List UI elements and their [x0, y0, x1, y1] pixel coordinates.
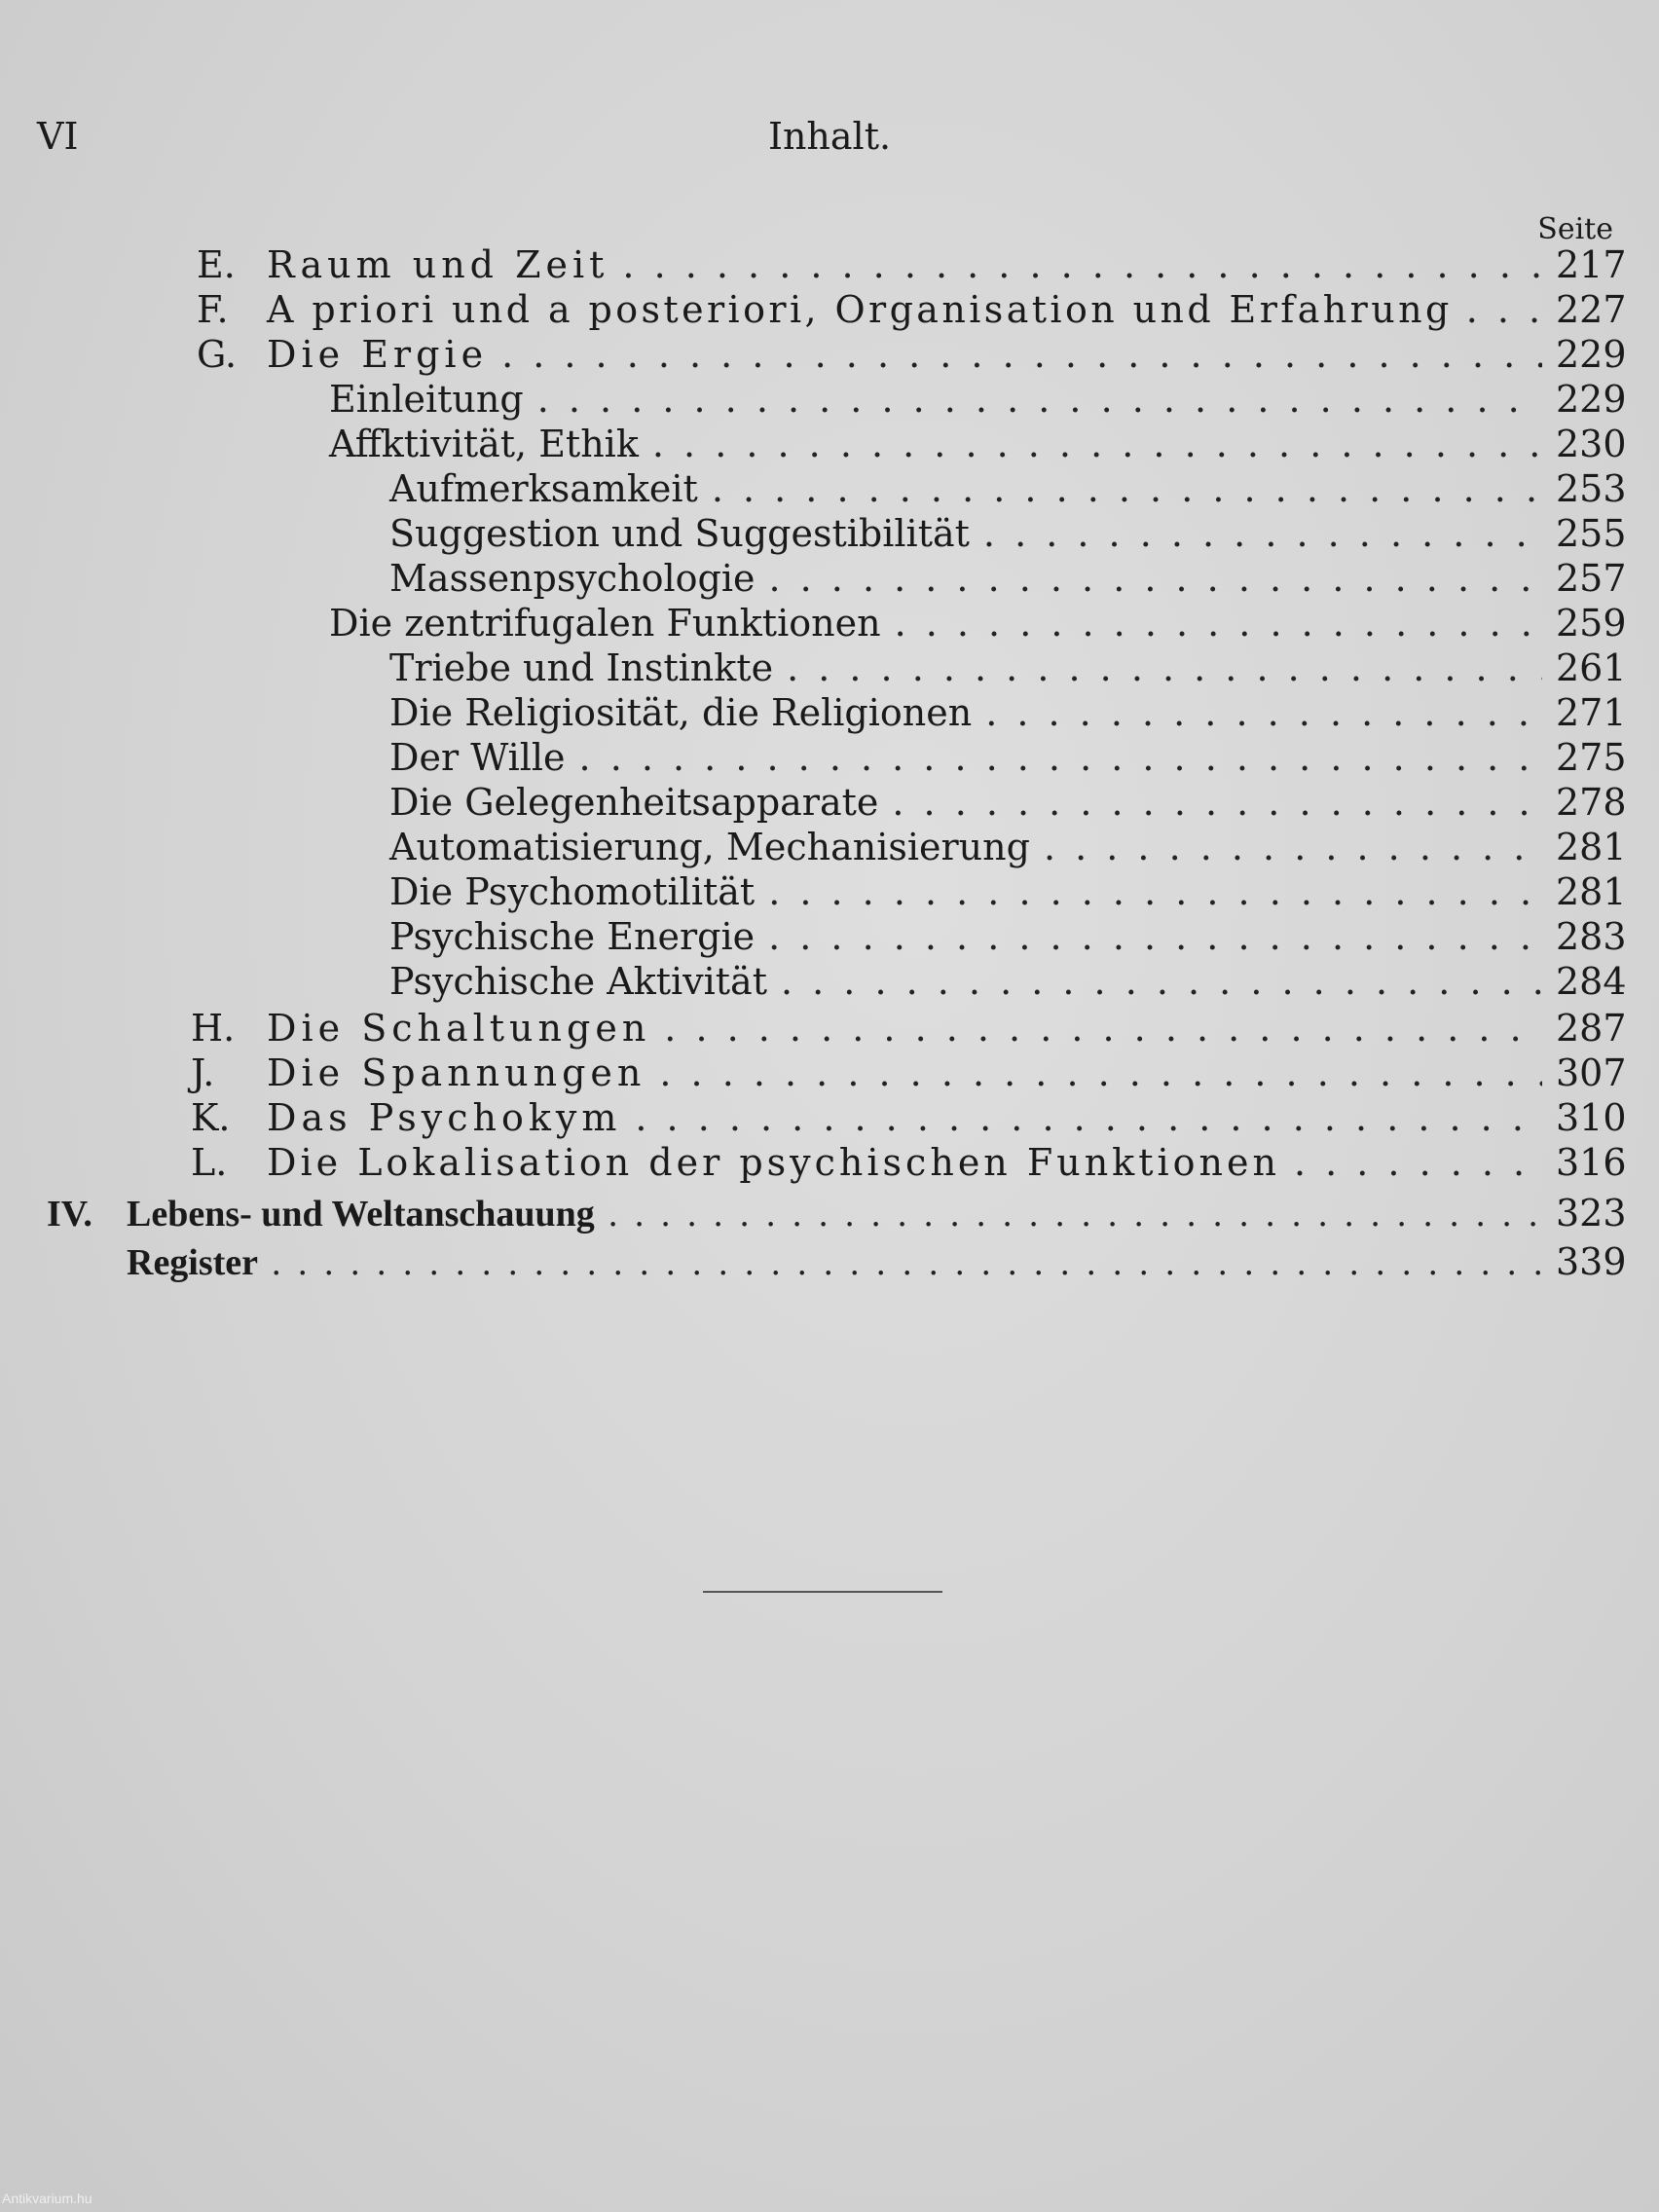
- toc-entry-h: [191, 1007, 1627, 1051]
- toc-entry-title: Psychische Energie: [389, 915, 756, 958]
- toc-entry-title: Suggestion und Suggestibilität: [389, 512, 970, 555]
- dot-leader: [537, 378, 1542, 421]
- toc-entry-k: [191, 1096, 1627, 1141]
- toc-entry-religiositaet: [389, 691, 1627, 736]
- toc-entry-page: 253: [1556, 467, 1627, 510]
- dot-leader: [781, 960, 1542, 1003]
- toc-entry-title: Automatisierung, Mechanisierung: [389, 826, 1030, 868]
- dot-leader: [1466, 288, 1542, 331]
- dot-leader: [892, 781, 1542, 824]
- dot-leader: [768, 557, 1542, 600]
- toc-entry-title: Triebe und Instinkte: [389, 646, 774, 689]
- dot-leader: [787, 646, 1542, 689]
- toc-entry-title: Aufmerksamkeit: [389, 467, 698, 510]
- toc-entry-page: 261: [1556, 646, 1627, 689]
- dot-leader: [608, 1193, 1542, 1235]
- toc-entry-page: 229: [1556, 333, 1627, 376]
- toc-entry-page: 230: [1556, 423, 1627, 465]
- toc-entry-j: [191, 1051, 1627, 1096]
- dot-leader: [622, 243, 1542, 286]
- toc-entry-wille: [389, 736, 1627, 781]
- toc-entry-page: 310: [1556, 1096, 1627, 1139]
- toc-entry-page: 278: [1556, 781, 1627, 824]
- toc-entry-title: A priori und a posteriori, Organisation und Erfahrung: [267, 288, 1453, 331]
- column-label-seite: Seite: [1537, 212, 1613, 246]
- toc-entry-iv: [47, 1192, 1627, 1236]
- toc-entry-title: Die Spannungen: [267, 1051, 646, 1094]
- toc-entry-affektivitaet: [329, 423, 1627, 467]
- toc-entry-gelegenheitsapparate: [389, 781, 1627, 826]
- closing-rule: [703, 1591, 942, 1593]
- dot-leader: [501, 333, 1542, 376]
- dot-leader: [659, 1051, 1542, 1094]
- toc-entry-title: Die Ergie: [267, 333, 489, 376]
- toc-entry-page: 323: [1556, 1192, 1627, 1235]
- dot-leader: [664, 1007, 1542, 1050]
- toc-entry-psychomotilitaet: [389, 870, 1627, 915]
- toc-entry-massenpsychologie: [389, 557, 1627, 602]
- dot-leader: [985, 691, 1542, 734]
- toc-entry-title: Psychische Aktivität: [389, 960, 767, 1003]
- page-title: Inhalt.: [767, 115, 892, 158]
- toc-entry-title: Die Psychomotilität: [389, 870, 756, 913]
- dot-leader: [652, 423, 1542, 465]
- toc-entry-l: [191, 1141, 1627, 1186]
- watermark: Antikvarium.hu: [2, 2191, 92, 2206]
- toc-entry-title: Der Wille: [389, 736, 566, 779]
- toc-entry-title: Die Gelegenheitsapparate: [389, 781, 879, 824]
- toc-entry-title: Die Lokalisation der psychischen Funktionen: [267, 1141, 1280, 1184]
- toc-entry-psychische-energie: [389, 915, 1627, 960]
- toc-entry-page: 259: [1556, 602, 1627, 645]
- toc-entry-automatisierung: [389, 826, 1627, 870]
- toc-entry-page: 255: [1556, 512, 1627, 555]
- toc-entry-triebe: [389, 646, 1627, 691]
- toc-entry-page: 307: [1556, 1051, 1627, 1094]
- toc-entry-page: 281: [1556, 870, 1627, 913]
- toc-entry-page: 257: [1556, 557, 1627, 600]
- toc-entry-letter: H.: [191, 1007, 236, 1050]
- toc-entry-page: 275: [1556, 736, 1627, 779]
- dot-leader: [1294, 1141, 1542, 1184]
- dot-leader: [635, 1096, 1542, 1139]
- toc-entry-g: [197, 333, 1627, 378]
- page-number: VI: [37, 115, 79, 158]
- dot-leader: [895, 602, 1542, 645]
- toc-entry-title: Lebens- und Weltanschauung: [127, 1194, 595, 1235]
- toc-entry-title: Einleitung: [329, 378, 524, 421]
- page-header: [0, 115, 1659, 164]
- toc-entry-page: 281: [1556, 826, 1627, 868]
- toc-entry-title: Affktivität, Ethik: [329, 423, 639, 465]
- toc-entry-letter: G.: [197, 333, 238, 376]
- dot-leader: [712, 467, 1542, 510]
- toc-entry-page: 283: [1556, 915, 1627, 958]
- toc-entry-letter: L.: [191, 1141, 228, 1184]
- toc-entry-title: Register: [127, 1242, 259, 1283]
- toc-entry-f: [197, 288, 1627, 333]
- toc-entry-page: 271: [1556, 691, 1627, 734]
- toc-entry-title: Die zentrifugalen Funktionen: [329, 602, 881, 645]
- toc-entry-title: Das Psychokym: [267, 1096, 622, 1139]
- toc-entry-title: Die Religiosität, die Religionen: [389, 691, 973, 734]
- toc-entry-psychische-aktivitaet: [389, 960, 1627, 1005]
- toc-entry-letter: K.: [191, 1096, 231, 1139]
- toc-entry-letter: F.: [197, 288, 229, 331]
- toc-entry-page: 339: [1556, 1240, 1627, 1283]
- toc-entry-page: 229: [1556, 378, 1627, 421]
- dot-leader: [1044, 826, 1542, 868]
- toc-entry-page: 217: [1556, 243, 1627, 286]
- dot-leader: [983, 512, 1542, 555]
- toc-entry-zentrifugale-funktionen: [329, 602, 1627, 646]
- dot-leader: [579, 736, 1542, 779]
- toc-entry-suggestion: [389, 512, 1627, 557]
- toc-entry-title: Die Schaltungen: [267, 1007, 651, 1050]
- toc-entry-aufmerksamkeit: [389, 467, 1627, 512]
- toc-entry-register: [127, 1240, 1627, 1285]
- toc-entry-page: 287: [1556, 1007, 1627, 1050]
- toc-entry-title: Massenpsychologie: [389, 557, 756, 600]
- toc-entry-einleitung: [329, 378, 1627, 423]
- toc-entry-letter: IV.: [47, 1194, 92, 1235]
- dot-leader: [272, 1241, 1542, 1284]
- toc-entry-e: [197, 243, 1627, 288]
- toc-entry-page: 227: [1556, 288, 1627, 331]
- toc-entry-page: 284: [1556, 960, 1627, 1003]
- toc-entry-letter: J.: [191, 1051, 215, 1094]
- dot-leader: [768, 870, 1542, 913]
- toc-entry-page: 316: [1556, 1141, 1627, 1184]
- toc-entry-title: Raum und Zeit: [267, 243, 609, 286]
- dot-leader: [768, 915, 1542, 958]
- toc-entry-letter: E.: [197, 243, 236, 286]
